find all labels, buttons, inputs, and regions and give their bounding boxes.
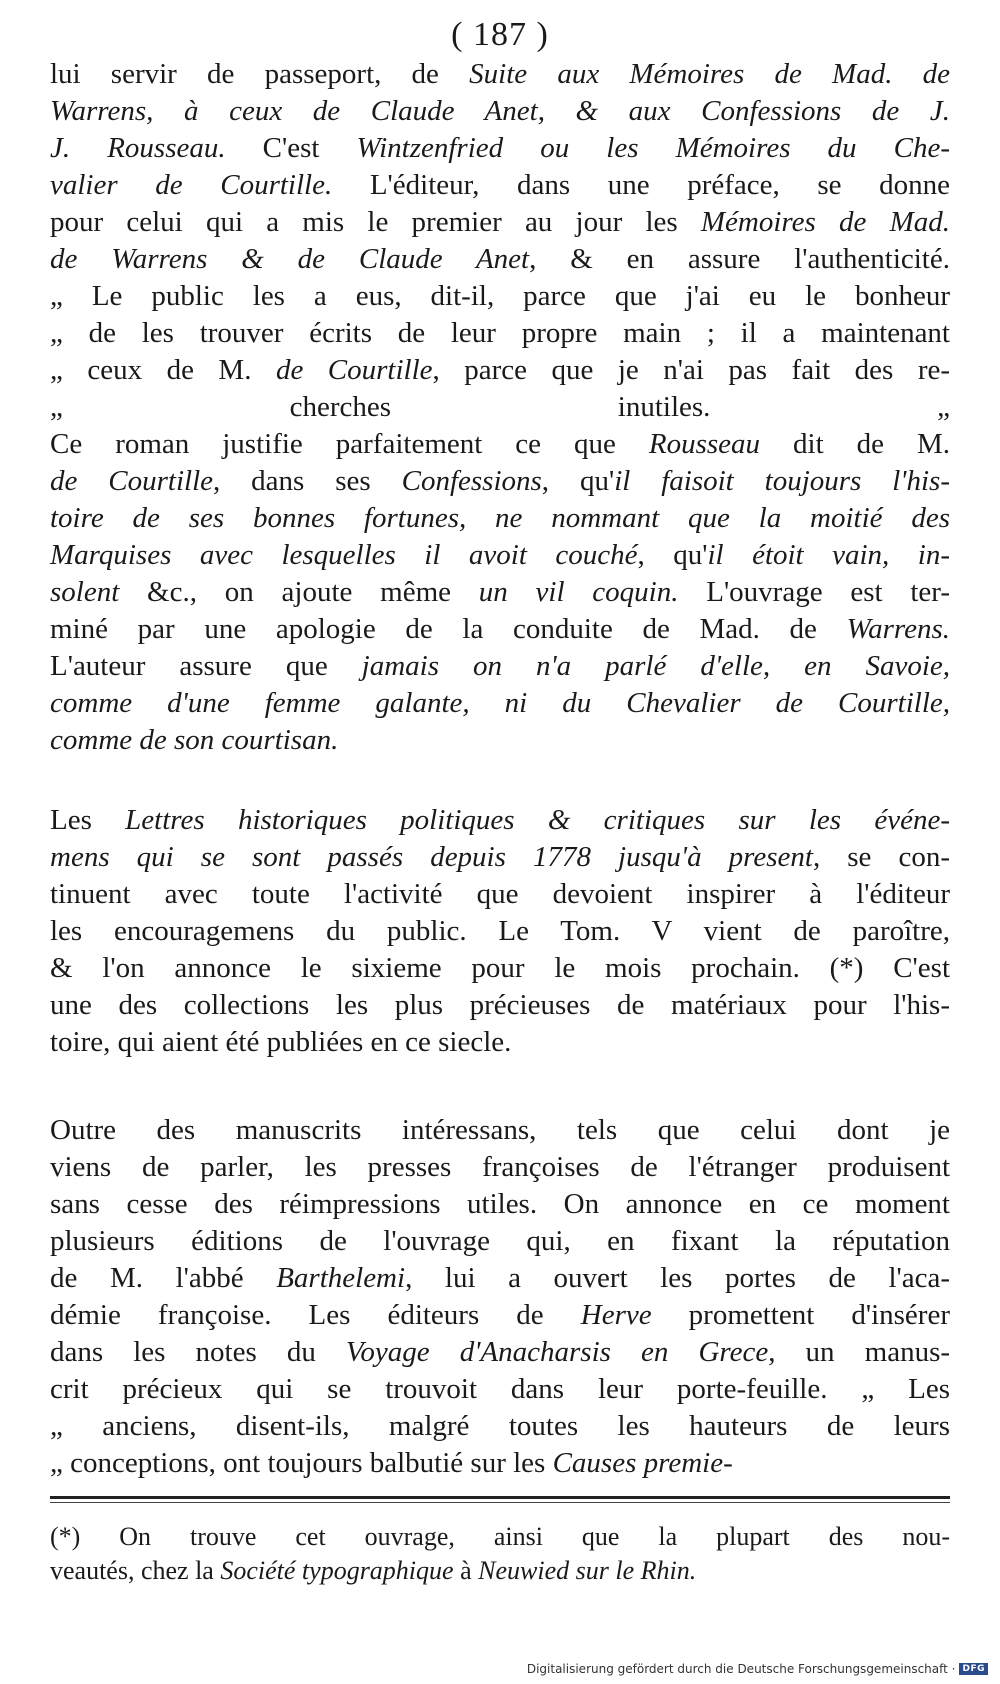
roman-text: les encouragemens du public. Le Tom. V vient de paroître, [50, 915, 950, 947]
paragraph-reimpressions [50, 1112, 950, 1482]
footnote [50, 1520, 950, 1588]
roman-text: lui servir de passeport, de [50, 58, 470, 90]
text-line [50, 722, 950, 759]
text-line [50, 876, 950, 913]
text-line [50, 1149, 950, 1186]
roman-text: ceux de M. [87, 354, 276, 386]
roman-text: L'ouvrage est ter- [678, 576, 950, 608]
roman-text: (*) On trouve cet ouvrage, ainsi que la plupart des nou- [50, 1522, 950, 1551]
footnote-rule-thin [50, 1502, 950, 1503]
text-line [50, 241, 950, 278]
roman-text: „ [50, 1447, 71, 1479]
text-line [50, 1371, 950, 1408]
italic-text: Société typographique [220, 1556, 454, 1585]
digitization-credit [527, 1662, 988, 1676]
text-line [50, 1024, 950, 1061]
italic-text: Suite aux Mémoires de Mad. de [469, 58, 951, 90]
roman-text: plusieurs éditions de l'ouvrage qui, en fixant la réputation [50, 1225, 950, 1257]
italic-text: Warrens. [846, 613, 950, 645]
italic-text: de Courtille [275, 354, 433, 386]
roman-text: Outre des manuscrits intéressans, tels que celui dont je [50, 1114, 950, 1146]
roman-text: , parce que je n'ai pas fait des re- [432, 354, 951, 386]
text-line [50, 1408, 950, 1445]
roman-text: promettent d'insérer [651, 1299, 950, 1331]
text-line [50, 278, 950, 315]
roman-text: conceptions, ont toujours balbutié sur les [70, 1447, 553, 1479]
roman-text: C'est [225, 132, 357, 164]
text-line [50, 500, 950, 537]
roman-text: , dans ses [213, 465, 402, 497]
text-line [50, 802, 950, 839]
italic-text: Causes premie- [552, 1447, 733, 1479]
roman-text: „ [50, 1410, 103, 1442]
text-line [50, 352, 950, 389]
roman-text: Le public les a eus, dit-il, parce que j'ai eu le bonheur [91, 280, 950, 312]
italic-text: valier de Courtille. [50, 169, 333, 201]
italic-text: J. Rousseau. [50, 132, 226, 164]
text-line [50, 839, 950, 876]
roman-text: „ [50, 391, 290, 423]
text-line [50, 93, 950, 130]
italic-text: Rousseau [648, 428, 761, 460]
text-line [50, 648, 950, 685]
text-line [50, 426, 950, 463]
roman-text: , lui a ouvert les portes de l'aca- [405, 1262, 950, 1294]
roman-text: anciens, disent-ils, malgré toutes les hauteurs de leurs [102, 1410, 950, 1442]
italic-text: il étoit vain, in- [707, 539, 950, 571]
text-line [50, 1223, 950, 1260]
dfg-logo: DFG [959, 1663, 988, 1675]
italic-text: comme de son courtisan. [50, 724, 339, 756]
italic-text: Herve [580, 1299, 652, 1331]
text-line [50, 1260, 950, 1297]
roman-text: dans les notes du [50, 1336, 346, 1368]
text-line [50, 389, 950, 426]
roman-text: dit de M. [760, 428, 950, 460]
roman-text: crit précieux qui se trouvoit dans leur porte-feuille. „ Les [50, 1373, 950, 1405]
italic-text: mens qui se sont passés depuis 1778 jusqu'à present [50, 841, 813, 873]
italic-text: Confessions [401, 465, 542, 497]
italic-text: toire de ses bonnes fortunes, ne nommant que la moitié des [50, 502, 950, 534]
roman-text: , & en assure l'authenticité. [529, 243, 950, 275]
italic-text: un vil coquin. [478, 576, 679, 608]
roman-text: , un manus- [768, 1336, 951, 1368]
footnote-rule [50, 1496, 950, 1499]
italic-text: de Courtille [50, 465, 214, 497]
text-line [50, 315, 950, 352]
roman-text: veautés, chez la [50, 1556, 221, 1585]
text-line [50, 685, 950, 722]
roman-text: cherches inutiles. „ [289, 391, 951, 423]
italic-text: solent [50, 576, 120, 608]
text-line [50, 1554, 950, 1588]
text-line [50, 1520, 950, 1554]
text-line [50, 1445, 950, 1482]
roman-text: toire, qui aient été publiées en ce siecle. [50, 1026, 512, 1058]
paragraph-memoires-warrens [50, 56, 950, 759]
roman-text: L'éditeur, dans une préface, se donne [332, 169, 951, 201]
text-line [50, 1186, 950, 1223]
italic-text: jamais on n'a parlé d'elle, en Savoie, [361, 650, 950, 682]
text-line [50, 1112, 950, 1149]
roman-text: „ [50, 317, 89, 349]
text-line [50, 913, 950, 950]
roman-text: viens de parler, les presses françoises de l'étranger produisent [50, 1151, 950, 1183]
text-line [50, 204, 950, 241]
text-line [50, 167, 950, 204]
italic-text: Lettres historiques politiques & critiques sur les événe- [125, 804, 950, 836]
roman-text: de M. l'abbé [50, 1262, 277, 1294]
roman-text: sans cesse des réimpressions utiles. On annonce en ce moment [50, 1188, 950, 1220]
roman-text: &c., on ajoute même [119, 576, 479, 608]
text-line [50, 463, 950, 500]
roman-text: , qu' [637, 539, 708, 571]
roman-text: L'auteur assure que [50, 650, 362, 682]
text-line [50, 950, 950, 987]
roman-text: une des collections les plus précieuses de matériaux pour l'his- [50, 989, 950, 1021]
roman-text: & l'on annonce le sixieme pour le mois prochain. (*) C'est [50, 952, 950, 984]
roman-text: „ [50, 280, 92, 312]
roman-text: tinuent avec toute l'activité que devoient inspirer à l'éditeur [50, 878, 950, 910]
italic-text: comme d'une femme galante, ni du Chevalier de Courtille, [50, 687, 950, 719]
text-line [50, 56, 950, 93]
credit-text: Digitalisierung gefördert durch die Deutsche Forschungsgemeinschaft · [526, 1662, 956, 1676]
roman-text: à [453, 1556, 479, 1585]
italic-text: Wintzenfried ou les Mémoires du Che- [356, 132, 950, 164]
text-line [50, 611, 950, 648]
italic-text: Neuwied sur le Rhin. [478, 1556, 697, 1585]
italic-text: il faisoit toujours l'his- [614, 465, 950, 497]
roman-text: Ce roman justifie parfaitement ce que [50, 428, 649, 460]
italic-text: de Warrens & de Claude Anet [50, 243, 530, 275]
roman-text: pour celui qui a mis le premier au jour les [50, 206, 701, 238]
text-line [50, 130, 950, 167]
roman-text: démie françoise. Les éditeurs de [50, 1299, 581, 1331]
roman-text: de les trouver écrits de leur propre main ; il a maintenant [88, 317, 950, 349]
italic-text: Mémoires de Mad. [700, 206, 950, 238]
text-line [50, 987, 950, 1024]
italic-text: Barthelemi [276, 1262, 406, 1294]
italic-text: Marquises avec lesquelles il avoit couché [50, 539, 638, 571]
page-number: ( 187 ) [451, 16, 549, 53]
italic-text: Voyage d'Anacharsis en Grece [345, 1336, 769, 1368]
roman-text: Les [50, 804, 126, 836]
italic-text: Warrens, à ceux de Claude Anet, & aux Confessions de J. [50, 95, 950, 127]
text-line [50, 537, 950, 574]
paragraph-lettres-historiques [50, 802, 950, 1061]
roman-text: , se con- [812, 841, 950, 873]
text-line [50, 1297, 950, 1334]
roman-text: , qu' [541, 465, 615, 497]
roman-text: miné par une apologie de la conduite de Mad. de [50, 613, 847, 645]
text-line [50, 1334, 950, 1371]
roman-text: „ [50, 354, 88, 386]
text-line [50, 574, 950, 611]
